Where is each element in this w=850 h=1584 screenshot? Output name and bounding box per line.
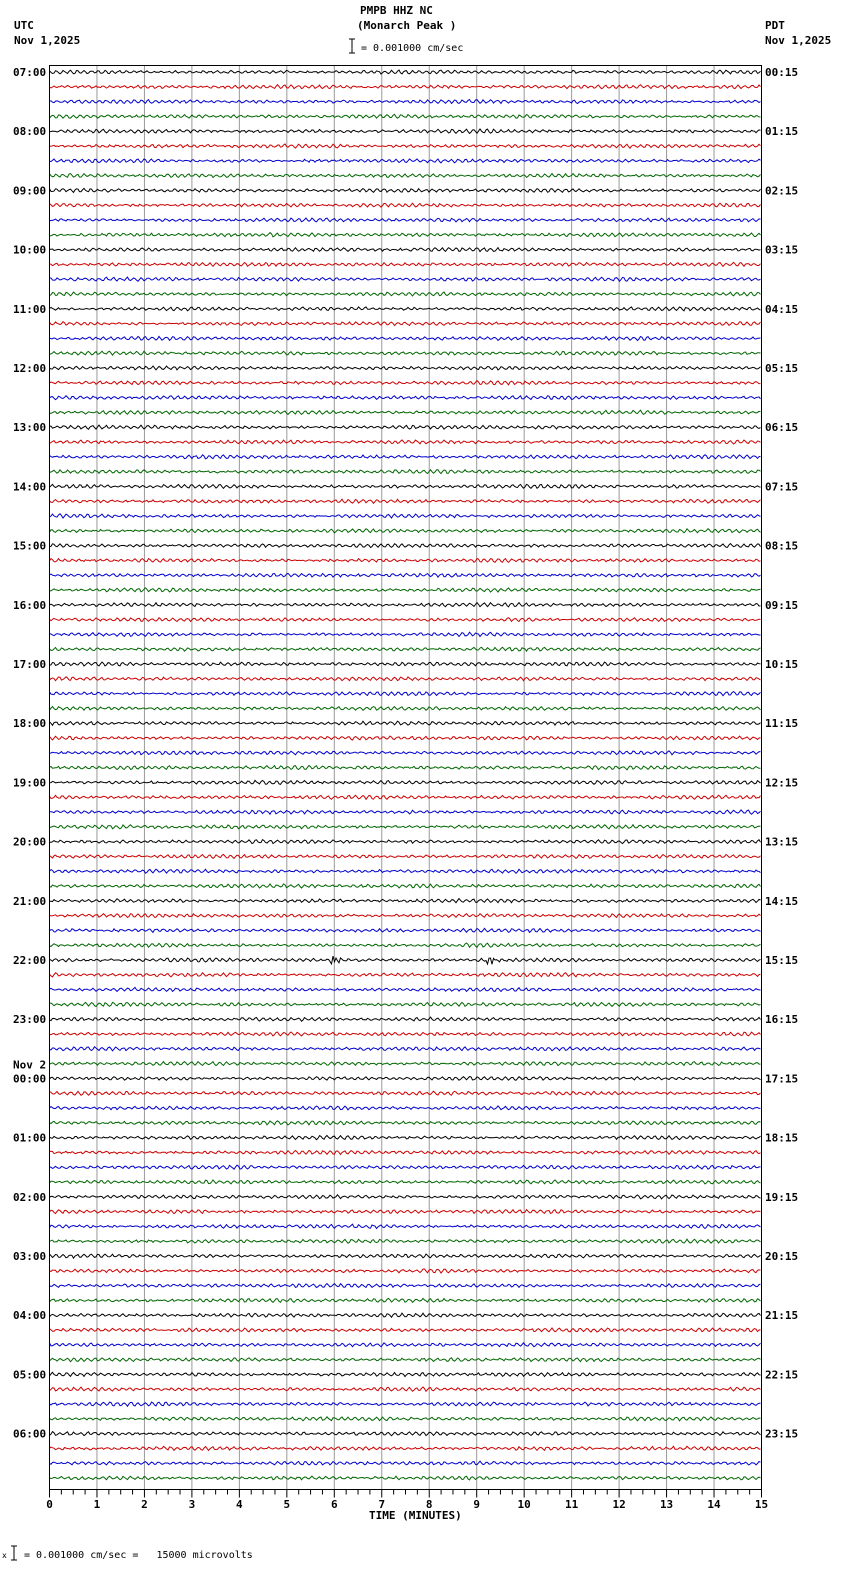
seismic-trace — [50, 159, 761, 163]
seismic-trace — [50, 1121, 761, 1125]
seismic-trace — [50, 1446, 761, 1450]
seismic-trace — [50, 662, 761, 666]
left-timezone: UTC — [14, 19, 34, 32]
x-tick-label: 12 — [612, 1498, 626, 1511]
seismic-trace — [50, 1239, 761, 1243]
seismic-trace — [50, 707, 761, 711]
seismic-trace — [50, 1343, 761, 1347]
x-tick-label: 11 — [565, 1498, 579, 1511]
utc-hour-label: 03:00 — [13, 1250, 47, 1263]
x-tick-label: 0 — [46, 1498, 53, 1511]
seismic-trace — [50, 573, 761, 577]
utc-hour-label: 07:00 — [13, 66, 47, 79]
seismic-trace — [50, 1387, 761, 1391]
pdt-hour-label: 17:15 — [765, 1072, 799, 1086]
x-tick-label: 1 — [93, 1498, 101, 1511]
x-tick-label: 8 — [425, 1498, 433, 1511]
seismic-trace — [50, 1269, 761, 1273]
seismic-trace — [50, 410, 761, 414]
seismic-trace — [50, 1432, 761, 1436]
time-axis — [46, 1490, 768, 1512]
utc-hour-label: 08:00 — [13, 125, 47, 139]
seismic-trace — [50, 1402, 761, 1406]
seismic-trace — [50, 899, 761, 903]
utc-hour-label: 22:00 — [13, 954, 47, 967]
seismic-trace — [50, 766, 761, 770]
x-tick-label: 10 — [517, 1498, 531, 1511]
seismic-trace — [50, 1165, 761, 1169]
utc-hour-label: 11:00 — [13, 302, 47, 316]
pdt-hour-label: 01:15 — [765, 125, 799, 139]
pdt-hour-label: 19:15 — [765, 1190, 799, 1204]
utc-hour-label: 12:00 — [13, 362, 47, 375]
seismic-trace — [50, 218, 761, 222]
x-tick-label: 13 — [659, 1498, 674, 1511]
seismic-trace — [50, 1284, 761, 1288]
seismic-trace — [50, 1002, 761, 1006]
seismic-trace — [50, 692, 761, 696]
seismic-trace — [50, 336, 761, 340]
seismic-trace — [50, 928, 761, 932]
seismic-trace — [50, 810, 761, 814]
pdt-hour-label: 14:15 — [765, 894, 799, 908]
date-change-label: Nov 2 — [13, 1058, 47, 1072]
seismic-trace — [50, 840, 761, 844]
seismic-trace — [50, 174, 761, 178]
utc-hour-label: 04:00 — [13, 1309, 47, 1323]
seismic-trace — [50, 100, 761, 104]
seismic-trace — [50, 751, 761, 755]
seismic-trace — [50, 647, 761, 651]
seismic-trace — [50, 70, 761, 74]
pdt-hour-label: 00:15 — [765, 66, 799, 79]
pdt-hour-label: 13:15 — [765, 835, 799, 849]
left-date: Nov 1,2025 — [14, 34, 81, 47]
seismic-trace — [50, 351, 761, 355]
seismic-trace — [50, 277, 761, 281]
seismic-trace — [50, 1476, 761, 1480]
seismic-trace — [50, 1210, 761, 1214]
seismic-trace — [50, 736, 761, 740]
seismic-trace — [50, 1372, 761, 1376]
pdt-hour-label: 07:15 — [765, 480, 799, 494]
seismic-trace — [50, 484, 761, 488]
right-date: Nov 1,2025 — [765, 34, 832, 47]
x-tick-label: 2 — [141, 1498, 148, 1511]
seismic-trace — [50, 1091, 761, 1095]
seismic-trace — [50, 1417, 761, 1421]
seismic-trace — [50, 603, 761, 607]
seismic-trace — [50, 262, 761, 266]
x-tick-label: 9 — [473, 1498, 481, 1511]
utc-hour-label: 17:00 — [13, 658, 47, 671]
utc-hour-label: 13:00 — [13, 421, 47, 435]
seismic-trace — [50, 588, 761, 592]
seismic-trace — [50, 1358, 761, 1362]
seismic-trace — [50, 85, 761, 89]
utc-hour-label: 16:00 — [13, 598, 47, 612]
seismic-trace — [50, 1077, 761, 1081]
pdt-hour-label: 12:15 — [765, 776, 799, 790]
scale-bar-icon — [349, 39, 355, 53]
utc-hour-label: 05:00 — [13, 1368, 47, 1382]
footer-scale-bar-icon — [2, 1546, 17, 1560]
seismic-trace — [50, 307, 761, 311]
seismic-trace — [50, 869, 761, 873]
utc-hour-label: 21:00 — [13, 894, 47, 908]
right-timezone: PDT — [765, 19, 785, 32]
seismic-trace — [50, 1195, 761, 1199]
seismic-trace — [50, 1151, 761, 1155]
pdt-hour-label: 20:15 — [765, 1250, 799, 1263]
seismic-trace — [50, 322, 761, 326]
seismic-trace — [50, 1224, 761, 1228]
utc-hour-label: 14:00 — [13, 480, 47, 494]
seismic-trace — [50, 1461, 761, 1465]
x-axis-label: TIME (MINUTES) — [369, 1509, 462, 1522]
seismic-trace — [50, 1328, 761, 1332]
x-tick-label: 6 — [330, 1498, 338, 1511]
plot-frame — [50, 66, 762, 1490]
pdt-hour-label: 09:15 — [765, 598, 799, 612]
pdt-hour-label: 11:15 — [765, 717, 799, 731]
seismic-trace — [50, 114, 761, 118]
seismic-trace — [50, 632, 761, 636]
seismic-trace — [50, 144, 761, 148]
utc-hour-label: 23:00 — [13, 1013, 47, 1027]
utc-hour-label: 09:00 — [13, 184, 47, 198]
seismic-trace — [50, 721, 761, 725]
pdt-hour-label: 05:15 — [765, 362, 799, 375]
seismic-trace — [50, 825, 761, 829]
seismic-trace — [50, 973, 761, 977]
seismic-trace — [50, 292, 761, 296]
seismic-trace — [50, 780, 761, 784]
seismic-trace — [50, 455, 761, 459]
pdt-hour-label: 06:15 — [765, 421, 799, 435]
x-tick-label: 3 — [188, 1498, 196, 1511]
seismic-trace — [50, 233, 761, 237]
seismic-trace — [50, 188, 761, 192]
seismic-trace — [50, 1298, 761, 1302]
seismic-traces — [50, 70, 761, 1480]
utc-hour-labels — [13, 66, 46, 1441]
pdt-hour-label: 16:15 — [765, 1013, 799, 1027]
utc-hour-label: 02:00 — [13, 1190, 47, 1204]
seismic-trace — [50, 1254, 761, 1258]
pdt-hour-label: 04:15 — [765, 302, 799, 316]
seismic-trace — [50, 381, 761, 385]
seismic-trace — [50, 396, 761, 400]
seismic-trace — [50, 529, 761, 533]
utc-hour-label: 18:00 — [13, 717, 47, 731]
station-title: PMPB HHZ NC — [360, 4, 433, 17]
seismic-trace — [50, 914, 761, 918]
seismic-trace — [50, 544, 761, 548]
seismic-trace — [50, 1017, 761, 1021]
seismic-trace — [50, 514, 761, 518]
utc-hour-label: 20:00 — [13, 835, 47, 849]
seismic-trace — [50, 1313, 761, 1317]
seismic-trace — [50, 795, 761, 799]
footer-scale-note: = 0.001000 cm/sec = 15000 microvolts — [24, 1550, 253, 1561]
station-location: (Monarch Peak ) — [357, 19, 457, 32]
utc-hour-label: 01:00 — [13, 1131, 47, 1145]
seismic-trace — [50, 943, 761, 947]
x-tick-label: 15 — [754, 1498, 769, 1511]
seismic-trace — [50, 440, 761, 444]
seismic-trace — [50, 203, 761, 207]
seismic-trace — [50, 425, 761, 429]
pdt-hour-label: 15:15 — [765, 954, 799, 967]
pdt-hour-label: 10:15 — [765, 658, 799, 671]
seismic-trace — [50, 618, 761, 622]
svg-text:x: x — [2, 1551, 7, 1560]
pdt-hour-label: 23:15 — [765, 1427, 799, 1441]
x-tick-label: 14 — [707, 1498, 721, 1511]
seismic-trace — [50, 499, 761, 503]
utc-hour-label: 00:00 — [13, 1072, 47, 1086]
pdt-hour-label: 02:15 — [765, 184, 799, 198]
pdt-hour-label: 03:15 — [765, 243, 799, 257]
seismic-trace — [50, 1180, 761, 1184]
seismic-trace — [50, 1136, 761, 1140]
seismic-trace — [50, 1062, 761, 1066]
seismic-trace — [50, 677, 761, 681]
pdt-hour-label: 18:15 — [765, 1131, 799, 1145]
x-tick-label: 5 — [283, 1498, 291, 1511]
utc-hour-label: 10:00 — [13, 243, 47, 257]
pdt-hour-label: 21:15 — [765, 1309, 799, 1323]
x-tick-label: 4 — [236, 1498, 243, 1511]
seismic-trace — [50, 956, 761, 964]
pdt-hour-label: 22:15 — [765, 1368, 799, 1382]
seismic-trace — [50, 1032, 761, 1036]
pdt-hour-label: 08:15 — [765, 539, 799, 553]
seismic-trace — [50, 129, 761, 133]
pdt-hour-labels — [765, 66, 798, 1441]
utc-hour-label: 15:00 — [13, 539, 47, 553]
seismic-trace — [50, 1106, 761, 1110]
seismic-trace — [50, 884, 761, 888]
seismic-trace — [50, 470, 761, 474]
seismic-trace — [50, 854, 761, 858]
scale-label: = 0.001000 cm/sec — [361, 43, 464, 54]
seismic-trace — [50, 248, 761, 252]
seismic-trace — [50, 559, 761, 563]
seismic-trace — [50, 366, 761, 370]
utc-hour-label: 06:00 — [13, 1427, 47, 1441]
utc-hour-label: 19:00 — [13, 776, 47, 790]
seismic-trace — [50, 987, 761, 991]
x-tick-label: 7 — [378, 1498, 386, 1511]
seismic-trace — [50, 1047, 761, 1051]
